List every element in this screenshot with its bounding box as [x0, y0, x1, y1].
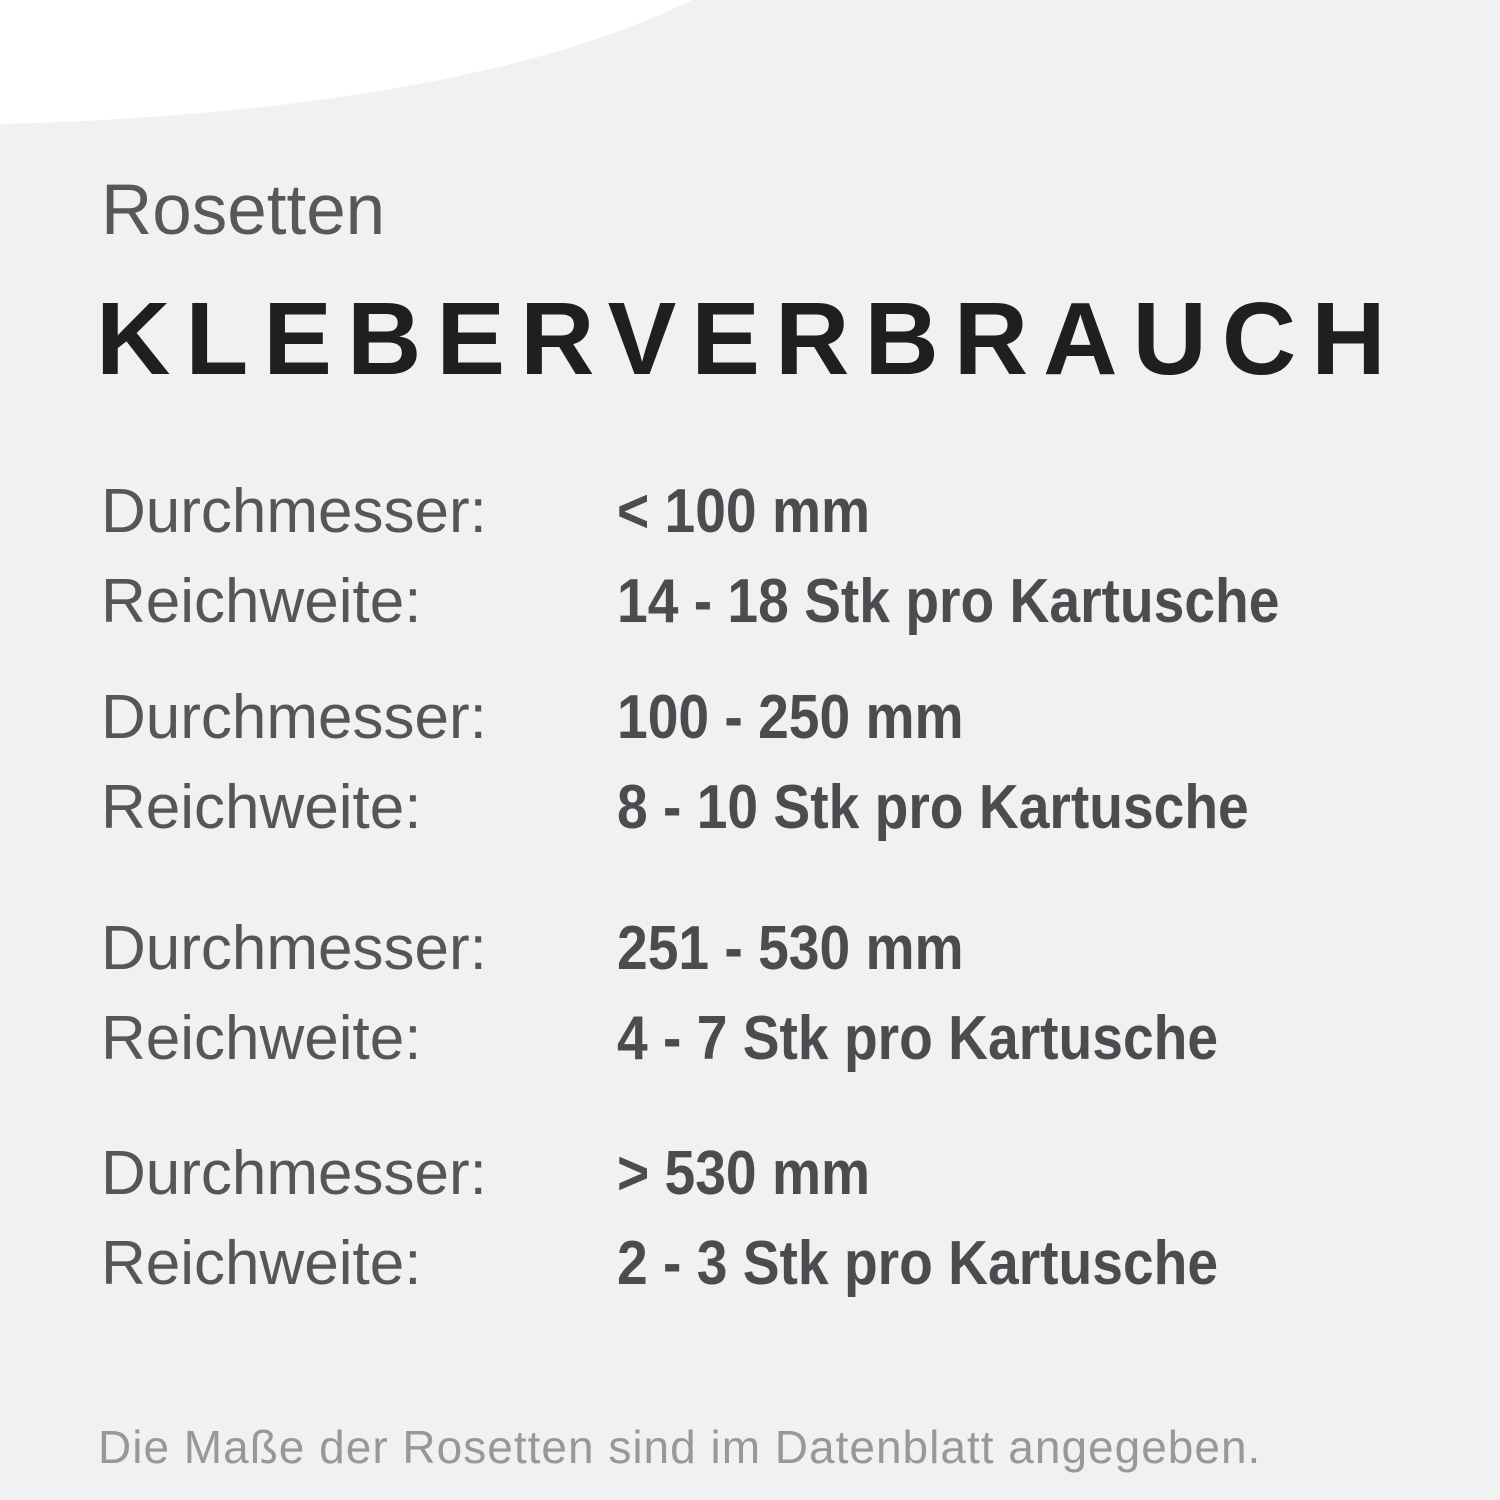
- diameter-value: < 100 mm: [617, 477, 871, 546]
- spec-block-4: [101, 1139, 1431, 1298]
- coverage-label: Reichweite:: [101, 1229, 422, 1298]
- diameter-row: [101, 914, 1431, 983]
- spec-block-2: [101, 683, 1431, 842]
- diameter-label: Durchmesser:: [101, 477, 487, 546]
- top-wave-shape: [0, 0, 1500, 130]
- coverage-label: Reichweite:: [101, 773, 422, 842]
- coverage-row: [101, 567, 1431, 636]
- diameter-label: Durchmesser:: [101, 1139, 487, 1208]
- coverage-value: 4 - 7 Stk pro Kartusche: [617, 1004, 1219, 1073]
- coverage-value: 8 - 10 Stk pro Kartusche: [617, 773, 1249, 842]
- coverage-row: [101, 1229, 1431, 1298]
- diameter-row: [101, 683, 1431, 752]
- diameter-value: > 530 mm: [617, 1139, 871, 1208]
- page-title: KLEBERVERBRAUCH: [96, 281, 1401, 396]
- spec-block-1: [101, 477, 1431, 636]
- coverage-value: 14 - 18 Stk pro Kartusche: [617, 567, 1280, 636]
- coverage-row: [101, 1004, 1431, 1073]
- coverage-row: [101, 773, 1431, 842]
- coverage-label: Reichweite:: [101, 567, 422, 636]
- footer-note: Die Maße der Rosetten sind im Datenblatt angegeben.: [98, 1421, 1262, 1473]
- diameter-row: [101, 1139, 1431, 1208]
- diameter-label: Durchmesser:: [101, 683, 487, 752]
- diameter-value: 100 - 250 mm: [617, 683, 964, 752]
- diameter-row: [101, 477, 1431, 546]
- spec-list: [101, 477, 1431, 1298]
- spec-block-3: [101, 914, 1431, 1073]
- diameter-value: 251 - 530 mm: [617, 914, 964, 983]
- coverage-label: Reichweite:: [101, 1004, 422, 1073]
- page-subtitle: Rosetten: [101, 171, 386, 250]
- diameter-label: Durchmesser:: [101, 914, 487, 983]
- coverage-value: 2 - 3 Stk pro Kartusche: [617, 1229, 1219, 1298]
